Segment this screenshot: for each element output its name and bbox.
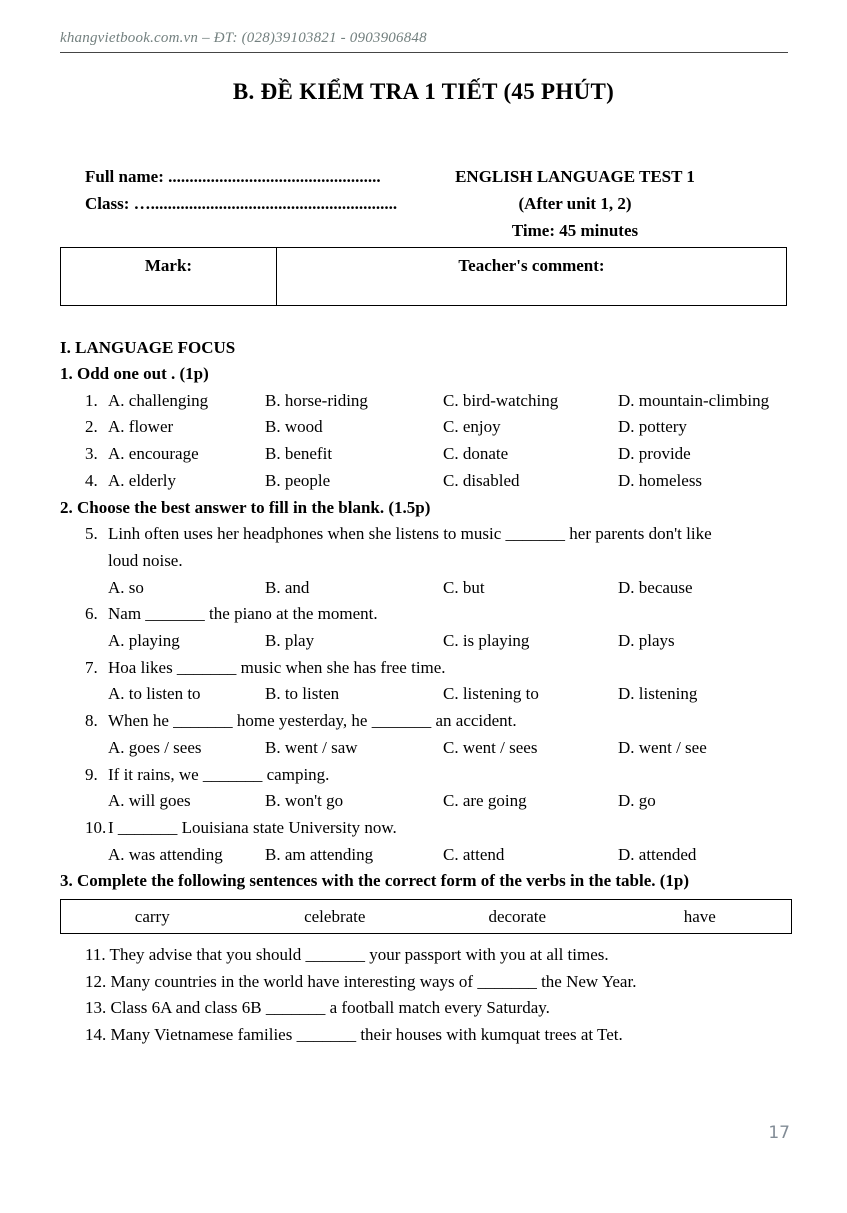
option-a: A. flower	[108, 417, 174, 437]
question-number: 7.	[85, 657, 98, 677]
options-row-10	[85, 842, 790, 869]
option-a: A. elderly	[108, 470, 176, 490]
question-text: I _______ Louisiana state University now.	[108, 817, 397, 837]
class-line: Class: …..........................................................	[85, 194, 398, 213]
question-number: 9.	[85, 764, 98, 784]
student-info-block	[85, 163, 847, 244]
teacher-comment-cell: Teacher's comment:	[458, 256, 605, 275]
option-a: A. challenging	[108, 390, 209, 410]
exercise2-heading: 2. Choose the best answer to fill in the blank. (1.5p)	[60, 497, 431, 517]
question-number: 1.	[85, 390, 98, 410]
question-line-10	[85, 815, 790, 842]
option-b: B. people	[265, 470, 331, 490]
question-line-5	[85, 521, 790, 548]
option-a: A. goes / sees	[108, 737, 202, 757]
question-text: When he _______ home yesterday, he _______ an accident.	[108, 711, 517, 731]
option-c: C. enjoy	[443, 417, 501, 437]
sentence-line-11: 11. They advise that you should _______ your passport with you at all times.	[85, 945, 609, 965]
option-d: D. went / see	[618, 737, 707, 757]
question-text: If it rains, we _______ camping.	[108, 764, 330, 784]
option-b: B. benefit	[265, 444, 333, 464]
test-title: ENGLISH LANGUAGE TEST 1	[455, 167, 695, 186]
question-number: 8.	[85, 711, 98, 731]
question-number: 2.	[85, 417, 98, 437]
question-text: Hoa likes _______ music when she has free time.	[108, 657, 446, 677]
option-c: C. but	[443, 577, 485, 597]
options-row-8	[85, 735, 790, 762]
options-row-9	[85, 788, 790, 815]
option-b: B. play	[265, 631, 315, 651]
question-line-5-cont: loud noise.	[108, 550, 183, 570]
option-b: B. and	[265, 577, 310, 597]
option-d: D. because	[618, 577, 693, 597]
option-c: C. attend	[443, 844, 505, 864]
verb-item: celebrate	[304, 906, 366, 926]
test-body	[60, 334, 790, 1049]
site-header: khangvietbook.com.vn – ĐT: (028)39103821 - 0903906848	[60, 30, 788, 53]
option-a: A. to listen to	[108, 684, 201, 704]
question-row-2	[85, 414, 790, 441]
option-a: A. encourage	[108, 444, 199, 464]
question-number: 5.	[85, 524, 98, 544]
option-b: B. went / saw	[265, 737, 358, 757]
option-a: A. so	[108, 577, 144, 597]
verb-item: have	[683, 906, 716, 926]
full-name-line: Full name: ..................................................	[85, 167, 381, 186]
question-number: 4.	[85, 470, 98, 490]
option-d: D. go	[618, 791, 656, 811]
verbs-table	[60, 899, 792, 934]
options-row-5	[85, 575, 790, 602]
option-d: D. listening	[618, 684, 698, 704]
page-title: B. ĐỀ KIỂM TRA 1 TIẾT (45 PHÚT)	[232, 79, 615, 104]
question-row-3	[85, 441, 790, 468]
option-d: D. provide	[618, 444, 691, 464]
option-c: C. went / sees	[443, 737, 538, 757]
option-b: B. horse-riding	[265, 390, 368, 410]
question-line-9	[85, 762, 790, 789]
sentence-line-14: 14. Many Vietnamese families _______ their houses with kumquat trees at Tet.	[85, 1025, 623, 1045]
mark-table	[60, 247, 787, 306]
option-c: C. are going	[443, 791, 527, 811]
question-text: Linh often uses her headphones when she listens to music _______ her parents don't like	[108, 524, 712, 544]
question-line-7	[85, 655, 790, 682]
option-c: C. donate	[443, 444, 509, 464]
option-d: D. plays	[618, 631, 675, 651]
verb-item: carry	[134, 906, 170, 926]
option-c: C. disabled	[443, 470, 520, 490]
question-row-4	[85, 468, 790, 495]
option-b: B. won't go	[265, 791, 344, 811]
option-a: A. playing	[108, 631, 180, 651]
student-info-left	[85, 163, 420, 244]
sentence-line-12: 12. Many countries in the world have interesting ways of _______ the New Year.	[85, 971, 637, 991]
test-subtitle: (After unit 1, 2)	[518, 194, 632, 213]
question-number: 6.	[85, 604, 98, 624]
option-d: D. pottery	[618, 417, 687, 437]
option-a: A. will goes	[108, 791, 191, 811]
mark-cell: Mark:	[61, 248, 277, 305]
test-time: Time: 45 minutes	[511, 221, 639, 240]
option-c: C. is playing	[443, 631, 530, 651]
exercise3-sentences	[60, 942, 790, 1049]
question-row-1	[85, 388, 790, 415]
test-info-right	[420, 163, 730, 244]
question-line-6	[85, 601, 790, 628]
section-language-focus-heading: I. LANGUAGE FOCUS	[60, 338, 236, 357]
option-d: D. homeless	[618, 470, 703, 490]
options-row-7	[85, 681, 790, 708]
option-d: D. mountain-climbing	[618, 390, 770, 410]
option-b: B. to listen	[265, 684, 340, 704]
verb-item: decorate	[488, 906, 547, 926]
exercise3-heading: 3. Complete the following sentences with the correct form of the verbs in the table. (1p)	[60, 871, 690, 891]
page-number: 17	[768, 1123, 790, 1143]
question-number: 3.	[85, 444, 98, 464]
option-c: C. bird-watching	[443, 390, 559, 410]
options-row-6	[85, 628, 790, 655]
exercise1-heading: 1. Odd one out . (1p)	[60, 364, 209, 383]
option-d: D. attended	[618, 844, 697, 864]
option-b: B. am attending	[265, 844, 374, 864]
question-line-8	[85, 708, 790, 735]
question-text: Nam _______ the piano at the moment.	[108, 604, 378, 624]
sentence-line-13: 13. Class 6A and class 6B _______ a football match every Saturday.	[85, 998, 550, 1018]
option-c: C. listening to	[443, 684, 539, 704]
option-a: A. was attending	[108, 844, 223, 864]
question-number: 10.	[85, 817, 107, 837]
option-b: B. wood	[265, 417, 323, 437]
